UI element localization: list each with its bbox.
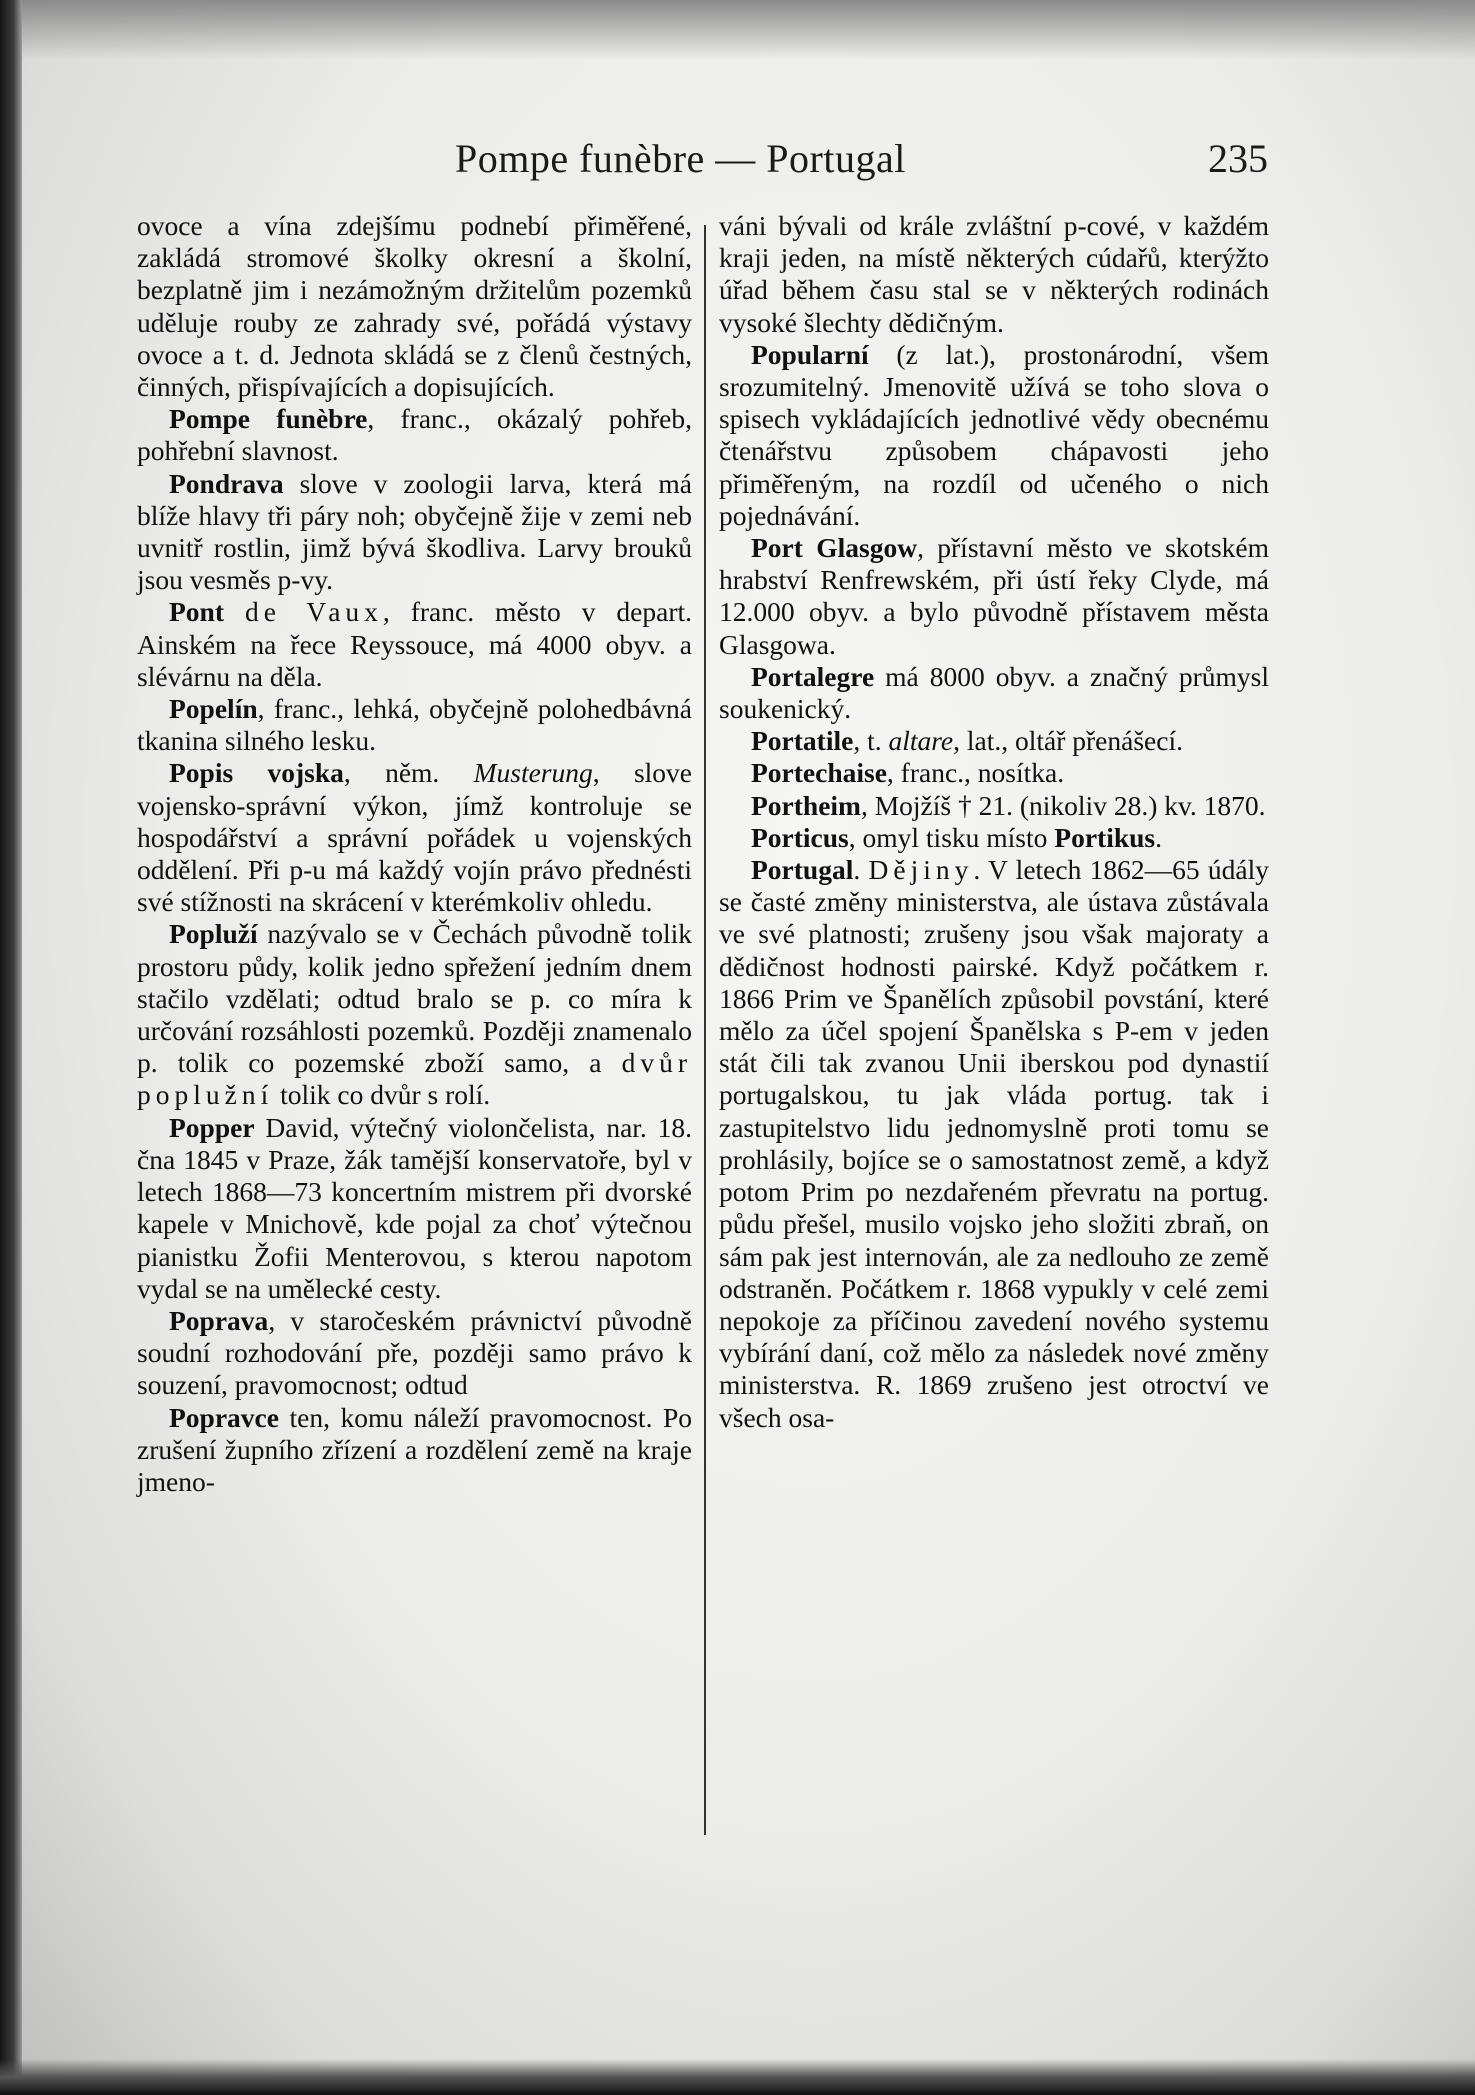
entry-text: , franc., okázalý pohřeb, pohřební slavnost. [137,403,692,467]
entry-text: (z lat.), prostonárodní, všem srozumitelný. Jmenovitě užívá se toho slova o spisech vykládajících jednotlivé vědy obecnému čtenářstvu způsobem chápavosti jeho přiměřeným, na rozdíl od učeného o nich pojednávání. [719,338,1269,531]
entry-text [224,596,245,627]
column-divider [704,225,706,1835]
entry-text: de Vaux [244,596,383,628]
dictionary-entry [137,757,692,918]
dictionary-entry [719,532,1269,661]
entry-text: nazývalo se v Čechách původně tolik prostoru půdy, kolik jedno spřežení jedním dnem stačilo vzdělati; odtud bralo se p. co míra k určování rozsáhlosti pozemků. Později znamenalo p. tolik co pozemské zboží samo, a [137,918,692,1079]
entry-text: , omyl tisku místo [848,821,1055,853]
entry-headword: Portikus [1054,821,1156,853]
dictionary-entry [719,854,1269,1434]
entry-text: Dějiny [868,854,974,886]
entry-text: Musterung [473,757,593,789]
entry-text: dvůr poplužní [137,1047,692,1111]
entry-text: . [1155,821,1162,853]
entry-text: , slove vojensko-správní výkon, jímž kontroluje se hospodářství a správní pořádek u vojenských oddělení. Při p-u má každý vojín právo přednésti své stížnosti na skrácení v kterémkoliv ohledu. [137,757,692,918]
entry-text: . V letech 1862—65 údály se časté změny ministerstva, ale ústava zůstávala ve své platnosti; zrušeny jsou však majoraty a dědičnost hodnosti pairské. Když počátkem r. 1866 Prim ve Španělích způsobil povstání, které mělo za účel spojení Španělska s P-em v jeden stát čili tak zvanou Unii iberskou pod dynastií portugalskou, tu jak vláda portug. tak i zastupitelstvo lidu jednomyslně proti tomu se prohlásily, bojíce se o samostatnost země, a když potom Prim po nezdařeném převratu na portug. půdu přešel, musilo vojsko jeho složiti zbraň, on sám pak jest internován, ale za nedlouho ze země odstraněn. Počátkem r. 1868 vypukly v celé zemi nepokoje za příčinou zavedení nového systemu vybírání daní, což mělo za následek nové změny ministerstva. R. 1869 zrušeno jest otroctví ve všech osa- [719,854,1269,1433]
entry-headword: Popper [169,1111,255,1143]
entry-text: slove v zoologii larva, která má blíže hlavy tři páry noh; obyčejně žije v zemi neb uvnitř rostlin, jimž bývá škodliva. Larvy brouků jsou vesměs p-vy. [137,467,692,596]
entry-headword: Popularní [751,338,869,370]
right-column [719,210,1269,1434]
entry-text: , franc. město v depart. Ainském na řece Reyssouce, má 4000 obyv. a slévárnu na děla. [137,596,692,692]
running-title: Pompe funèbre — Portugal [455,136,906,181]
entry-headword: Portatile [751,725,854,757]
entry-headword: Popluží [169,918,258,950]
entry-text: . [853,854,869,886]
entry-text: váni bývali od krále zvláštní p-cové, v každém kraji jeden, na místě některých cúdařů, kterýžto úřad během času stal se v některých rodinách vysoké šlechty dědičným. [719,210,1269,338]
entry-headword: Popis vojska [169,757,344,789]
dictionary-entry [719,725,1269,757]
entry-text: , lat., oltář přenášecí. [953,725,1183,757]
entry-headword: Porticus [751,821,849,853]
entry-headword: Popravce [169,1401,279,1433]
dictionary-entry [137,468,692,597]
entry-text: , v staročeském právnictví původně soudní rozhodování pře, později samo právo k souzení, pravomocnost; odtud [137,1304,692,1401]
page-top-shadow [0,0,1475,60]
entry-headword: Pont [169,596,224,628]
dictionary-entry [137,693,692,757]
dictionary-entry [719,790,1269,822]
entry-text: , t. [853,725,889,757]
dictionary-entry [137,918,692,1111]
dictionary-entry [719,822,1269,854]
entry-headword: Port Glasgow [751,532,918,564]
entry-headword: Pompe funèbre [169,403,368,435]
dictionary-entry [719,210,1269,339]
entry-headword: Portheim [751,789,861,821]
dictionary-entry [137,1112,692,1305]
entry-text: , přístavní město ve skotském hrabství Renfrewském, při ústí řeky Clyde, má 12.000 obyv. a bylo původně přístavem města Glasgowa. [719,532,1269,660]
entry-text: , franc., nosítka. [886,757,1065,789]
entry-text: ten, komu náleží pravomocnost. Po zrušení župního zřízení a rozdělení země na kraje jmeno- [137,1401,692,1497]
dictionary-entry [137,596,692,693]
entry-text: ovoce a vína zdejšímu podnebí přiměřené, zakládá stromové školky okresní a školní, bezplatně jim i nezámožným držitelům pozemků uděluje rouby ze zahrady své, pořádá výstavy ovoce a t. d. Jednota skládá se z členů čestných, činných, přispívajících a dopisujících. [137,210,692,403]
page-number: 235 [1208,136,1268,181]
dictionary-entry [719,757,1269,789]
entry-headword: Portalegre [751,660,875,692]
entry-headword: Portechaise [751,757,887,789]
entry-text: , franc., lehká, obyčejně polohedbávná tkanina silného lesku. [137,693,692,757]
entry-headword: Portugal [751,854,854,886]
left-column [137,210,692,1498]
entry-text: , Mojžíš † 21. (nikoliv 28.) kv. 1870. [860,789,1266,821]
running-header [0,135,1475,185]
dictionary-entry [137,1305,692,1402]
page-bottom-edge [0,2059,1475,2095]
dictionary-entry [719,661,1269,725]
entry-text: altare [888,725,954,757]
dictionary-entry [137,403,692,467]
dictionary-entry [137,210,692,403]
entry-text: David, výtečný violončelista, nar. 18. čna 1845 v Praze, žák tamější konservatoře, byl v letech 1868—73 koncertním mistrem při dvorské kapele v Mnichově, kde pojal za choť výtečnou pianistku Žofii Menterovou, s kterou napotom vydal se na umělecké cesty. [137,1111,692,1304]
entry-text: , něm. [343,757,474,789]
dictionary-entry [719,339,1269,532]
entry-headword: Poprava [169,1304,269,1336]
entry-headword: Popelín [169,693,258,725]
entry-text: má 8000 obyv. a značný průmysl soukenický. [719,660,1269,725]
dictionary-entry [137,1402,692,1499]
entry-text: tolik co dvůr s rolí. [273,1079,491,1111]
binding-edge [0,0,22,2095]
entry-headword: Pondrava [169,467,284,499]
